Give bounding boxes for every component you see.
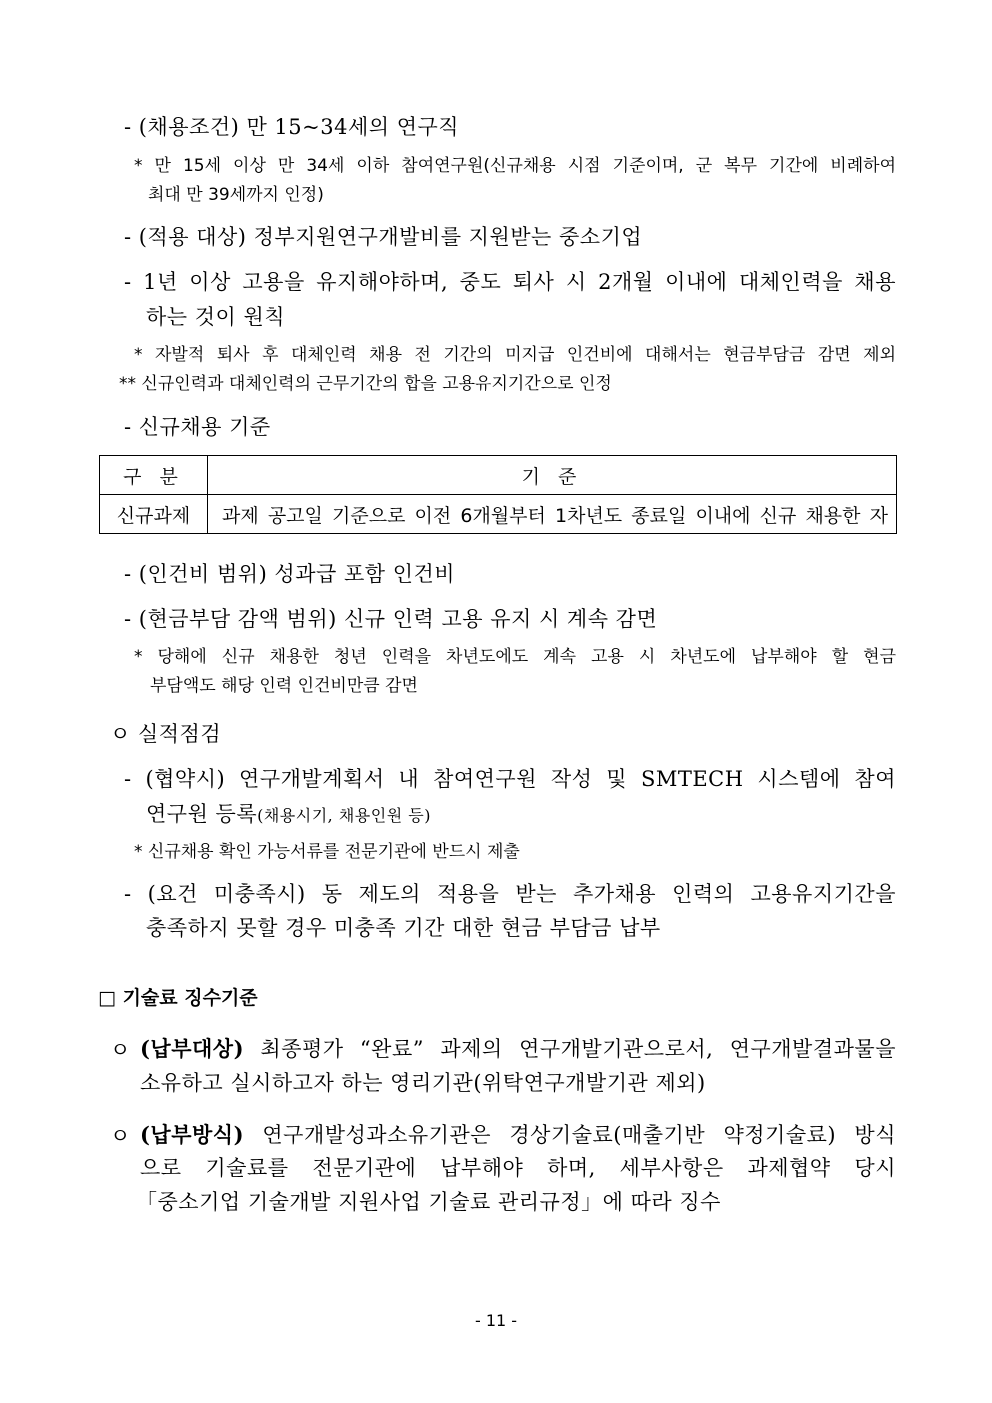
payer-line-1-text: 최종평가 “완료” 과제의 연구개발기관으로서, 연구개발결과물을 bbox=[244, 1037, 896, 1061]
agreement-line-2-small: (채용시기, 채용인원 등) bbox=[257, 806, 431, 825]
agreement-line-1: - (협약시) 연구개발계획서 내 참여연구원 작성 및 SMTECH 시스템에 참여 bbox=[124, 767, 896, 791]
method-line-1 bbox=[140, 1122, 896, 1148]
agreement-line-2-main: 연구원 등록 bbox=[146, 802, 258, 826]
payer-line-2: 소유하고 실시하고자 하는 영리기관(위탁연구개발기관 제외) bbox=[140, 1071, 706, 1095]
hiring-criteria-table bbox=[99, 455, 897, 534]
table-cell: 과제 공고일 기준으로 이전 6개월부터 1차년도 종료일 이내에 신규 채용한 자 bbox=[208, 495, 897, 534]
labor-range-line: - (인건비 범위) 성과급 포함 인건비 bbox=[124, 562, 456, 586]
cash-note-line-2: 부담액도 해당 인력 인건비만큼 감면 bbox=[150, 676, 418, 696]
payer-line-1 bbox=[140, 1036, 896, 1062]
keep-line-1: - 1년 이상 고용을 유지해야하며, 중도 퇴사 시 2개월 이내에 대체인력을 채용 bbox=[124, 270, 896, 294]
cash-range-line: - (현금부담 감액 범위) 신규 인력 고용 유지 시 계속 감면 bbox=[124, 607, 658, 631]
table-header-cell: 기 준 bbox=[208, 456, 897, 495]
keep-note-2: ** 신규인력과 대체인력의 근무기간의 합을 고용유지기간으로 인정 bbox=[119, 374, 612, 394]
table-row bbox=[100, 495, 897, 534]
criteria-label: - 신규채용 기준 bbox=[124, 415, 271, 439]
royalty-heading: □ 기술료 징수기준 bbox=[98, 987, 258, 1009]
agreement-note: * 신규채용 확인 가능서류를 전문기관에 반드시 제출 bbox=[134, 842, 520, 862]
hire-note-line-1: * 만 15세 이상 만 34세 이하 참여연구원(신규채용 시점 기준이며, 군 복무 기간에 비례하여 bbox=[134, 156, 896, 176]
agreement-line-2 bbox=[146, 802, 431, 827]
method-line-3: 「중소기업 기술개발 지원사업 기술료 관리규정」에 따라 징수 bbox=[136, 1190, 721, 1214]
target-line: - (적용 대상) 정부지원연구개발비를 지원받는 중소기업 bbox=[124, 225, 643, 249]
hire-note-line-2: 최대 만 39세까지 인정) bbox=[148, 185, 324, 205]
payer-bullet: ㅇ bbox=[110, 1038, 131, 1062]
method-bullet: ㅇ bbox=[110, 1124, 131, 1148]
unmet-line-1: - (요건 미충족시) 동 제도의 적용을 받는 추가채용 인력의 고용유지기간을 bbox=[124, 882, 896, 906]
cash-note-line-1: * 당해에 신규 채용한 청년 인력을 차년도에도 계속 고용 시 차년도에 납부해야 할 현금 bbox=[134, 647, 896, 667]
keep-note-1: * 자발적 퇴사 후 대체인력 채용 전 기간의 미지급 인건비에 대해서는 현금부담금 감면 제외 bbox=[134, 345, 896, 365]
page-number: - 11 - bbox=[474, 1311, 518, 1330]
table-cell: 신규과제 bbox=[100, 495, 208, 534]
hire-condition-line: - (채용조건) 만 15~34세의 연구직 bbox=[124, 115, 460, 139]
keep-line-2: 하는 것이 원칙 bbox=[146, 305, 286, 329]
method-line-1-text: 연구개발성과소유기관은 경상기술료(매출기반 약정기술료) 방식 bbox=[244, 1123, 896, 1147]
method-line-2: 으로 기술료를 전문기관에 납부해야 하며, 세부사항은 과제협약 당시 bbox=[140, 1156, 896, 1180]
performance-check-title: ㅇ 실적점검 bbox=[110, 722, 222, 746]
method-label: (납부방식) bbox=[140, 1122, 245, 1147]
unmet-line-2: 충족하지 못할 경우 미충족 기간 대한 현금 부담금 납부 bbox=[146, 916, 661, 940]
payer-label: (납부대상) bbox=[140, 1036, 245, 1061]
table-header-row bbox=[100, 456, 897, 495]
table-header-cell: 구 분 bbox=[100, 456, 208, 495]
